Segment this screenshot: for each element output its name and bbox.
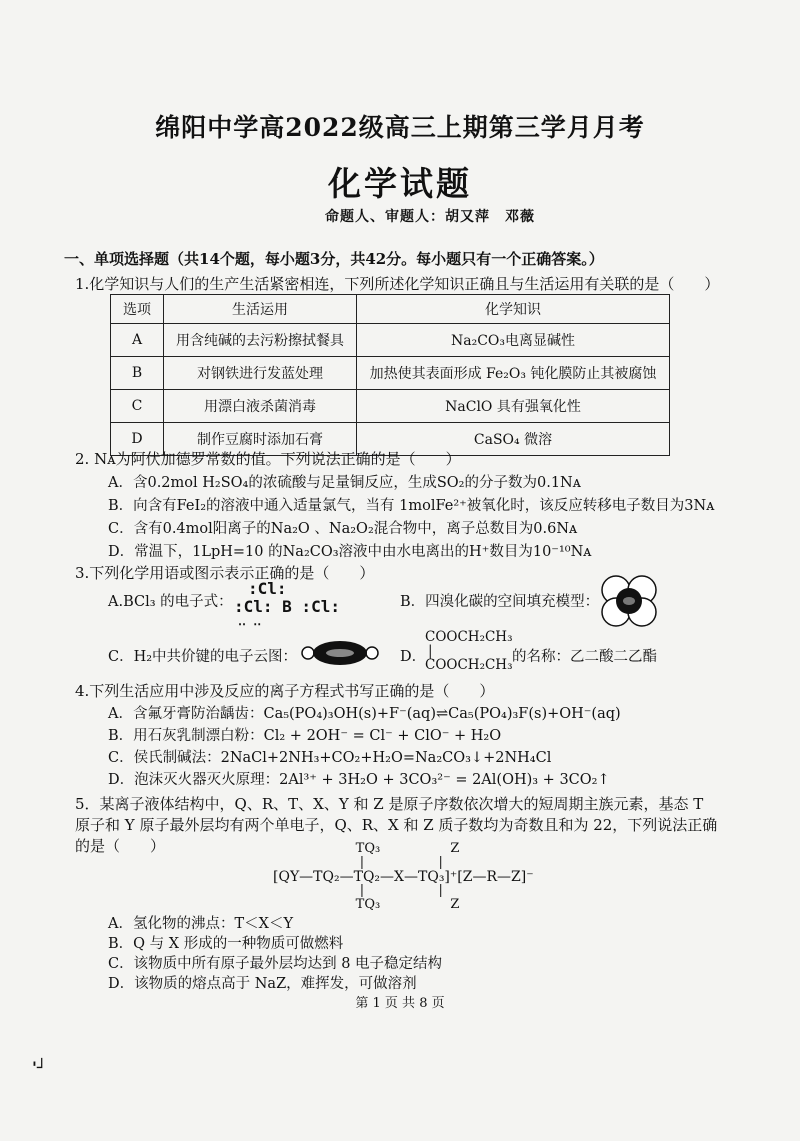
exam-title: 绵阳中学高2022级高三上期第三学月月考: [155, 113, 645, 142]
question-1-table: [110, 294, 670, 456]
question-5-stem-line3: 的是（ ）: [75, 837, 166, 855]
table-cell: 用漂白液杀菌消毒: [164, 390, 357, 423]
question-2-option-a: A．含0.2mol H₂SO₄的浓硫酸与足量铜反应，生成SO₂的分子数为0.1Nᴀ: [108, 475, 581, 491]
table-cell: CaSO₄ 微溶: [357, 423, 670, 456]
question-3-option-a-label: A.BCl₃ 的电子式：: [108, 594, 233, 610]
table-cell: 对钢铁进行发蓝处理: [164, 357, 357, 390]
corner-mark: '┘: [32, 1058, 47, 1077]
question-5-stem-line1: 5．某离子液体结构中，Q、R、T、X、Y 和 Z 是原子序数依次增大的短周期主族元素，基态 T: [75, 795, 704, 813]
question-4-option-a: A．含氟牙膏防治龋齿：Ca₅(PO₄)₃OH(s)+F⁻(aq)⇌Ca₅(PO₄)₃F(s)+OH⁻(aq): [108, 706, 621, 722]
cbr4-space-filling-model: [598, 570, 660, 632]
table-row: [111, 324, 670, 357]
question-4-option-d: D．泡沫灭火器灭火原理：2Al³⁺ + 3H₂O + 3CO₃²⁻ = 2Al(OH)₃ + 3CO₂↑: [108, 772, 610, 788]
page-footer: 第 1 页 共 8 页: [355, 996, 445, 1011]
question-3-option-b-label: B．四溴化碳的空间填充模型：: [400, 594, 600, 610]
bcl3-line: :Cl:: [248, 579, 287, 598]
question-4-stem: 4.下列生活应用中涉及反应的离子方程式书写正确的是（ ）: [75, 682, 495, 700]
diethyl-oxalate-structure: [425, 630, 513, 672]
question-5-option-b: B．Q 与 X 形成的一种物质可做燃料: [108, 936, 344, 952]
table-cell: NaClO 具有强氧化性: [357, 390, 670, 423]
table-header-row: [111, 295, 670, 324]
ion-line: TQ₃ Z: [273, 841, 460, 856]
ester-line: COOCH₂CH₃: [425, 657, 513, 673]
table-row: [111, 390, 670, 423]
section-heading: 一、单项选择题（共14个题，每小题3分，共42分。每小题只有一个正确答案。）: [64, 250, 604, 268]
question-2-option-d: D．常温下，1LpH=10 的Na₂CO₃溶液中由水电离出的H⁺数目为10⁻¹⁰Nᴀ: [108, 544, 592, 560]
table-header-cell: 选项: [111, 295, 164, 324]
question-5-option-a: A．氢化物的沸点：T＜X＜Y: [108, 916, 294, 932]
question-3-stem: 3.下列化学用语或图示表示正确的是（ ）: [75, 564, 375, 582]
table-cell: 用含纯碱的去污粉擦拭餐具: [164, 324, 357, 357]
authors-line: 命题人、审题人：胡又萍 邓薇: [325, 209, 535, 225]
ion-line: TQ₃ Z: [273, 897, 460, 912]
table-header-cell: 生活运用: [164, 295, 357, 324]
question-2-option-b: B．向含有FeI₂的溶液中通入适量氯气，当有 1molFe²⁺被氧化时，该反应转移电子数目为3Nᴀ: [108, 498, 715, 514]
ionic-liquid-structure: [273, 842, 534, 912]
ion-line: | |: [273, 883, 443, 898]
question-4-option-c: C．侯氏制碱法：2NaCl+2NH₃+CO₂+H₂O=Na₂CO₃↓+2NH₄Cl: [108, 750, 552, 766]
table-cell: B: [111, 357, 164, 390]
h2-electron-cloud-icon: [300, 637, 380, 669]
table-cell: 制作豆腐时添加石膏: [164, 423, 357, 456]
question-3-option-c-label: C．H₂中共价键的电子云图：: [108, 649, 298, 665]
question-3-option-d-prefix: D．: [400, 649, 427, 665]
table-cell: 加热使其表面形成 Fe₂O₃ 钝化膜防止其被腐蚀: [357, 357, 670, 390]
question-3-option-d-suffix: 的名称：乙二酸二乙酯: [512, 649, 657, 665]
table-cell: A: [111, 324, 164, 357]
ion-line: [QY—TQ₂—TQ₂—X—TQ₃]⁺[Z—R—Z]⁻: [273, 869, 534, 885]
question-5-option-d: D．该物质的熔点高于 NaZ，难挥发，可做溶剂: [108, 976, 417, 992]
question-2-option-c: C．含有0.4mol阳离子的Na₂O 、Na₂O₂混合物中，离子总数目为0.6Nᴀ: [108, 521, 578, 537]
bcl3-line: ‥ ‥: [238, 614, 262, 628]
question-5-stem-line2: 原子和 Y 原子最外层均有两个单电子，Q、R、X 和 Z 质子数均为奇数且和为 22，下列说法正确: [75, 816, 718, 834]
table-cell: Na₂CO₃电离显碱性: [357, 324, 670, 357]
question-5-option-c: C．该物质中所有原子最外层均达到 8 电子稳定结构: [108, 956, 443, 972]
table-cell: D: [111, 423, 164, 456]
table-header-cell: 化学知识: [357, 295, 670, 324]
ion-line: | |: [273, 855, 443, 870]
bcl3-line: :Cl: B :Cl:: [234, 597, 340, 616]
question-4-option-b: B．用石灰乳制漂白粉：Cl₂ + 2OH⁻ = Cl⁻ + ClO⁻ + H₂O: [108, 728, 502, 744]
subject-title: 化学试题: [328, 164, 472, 203]
bcl3-electron-formula: [234, 580, 340, 626]
question-2-stem: 2. Nᴀ为阿伏加德罗常数的值。下列说法正确的是（ ）: [75, 450, 461, 468]
question-1-stem: 1.化学知识与人们的生产生活紧密相连，下列所述化学知识正确且与生活运用有关联的是（ ）: [75, 275, 720, 293]
table-row: [111, 357, 670, 390]
table-cell: C: [111, 390, 164, 423]
ester-line: COOCH₂CH₃: [425, 629, 513, 645]
ester-line: |: [428, 643, 433, 659]
